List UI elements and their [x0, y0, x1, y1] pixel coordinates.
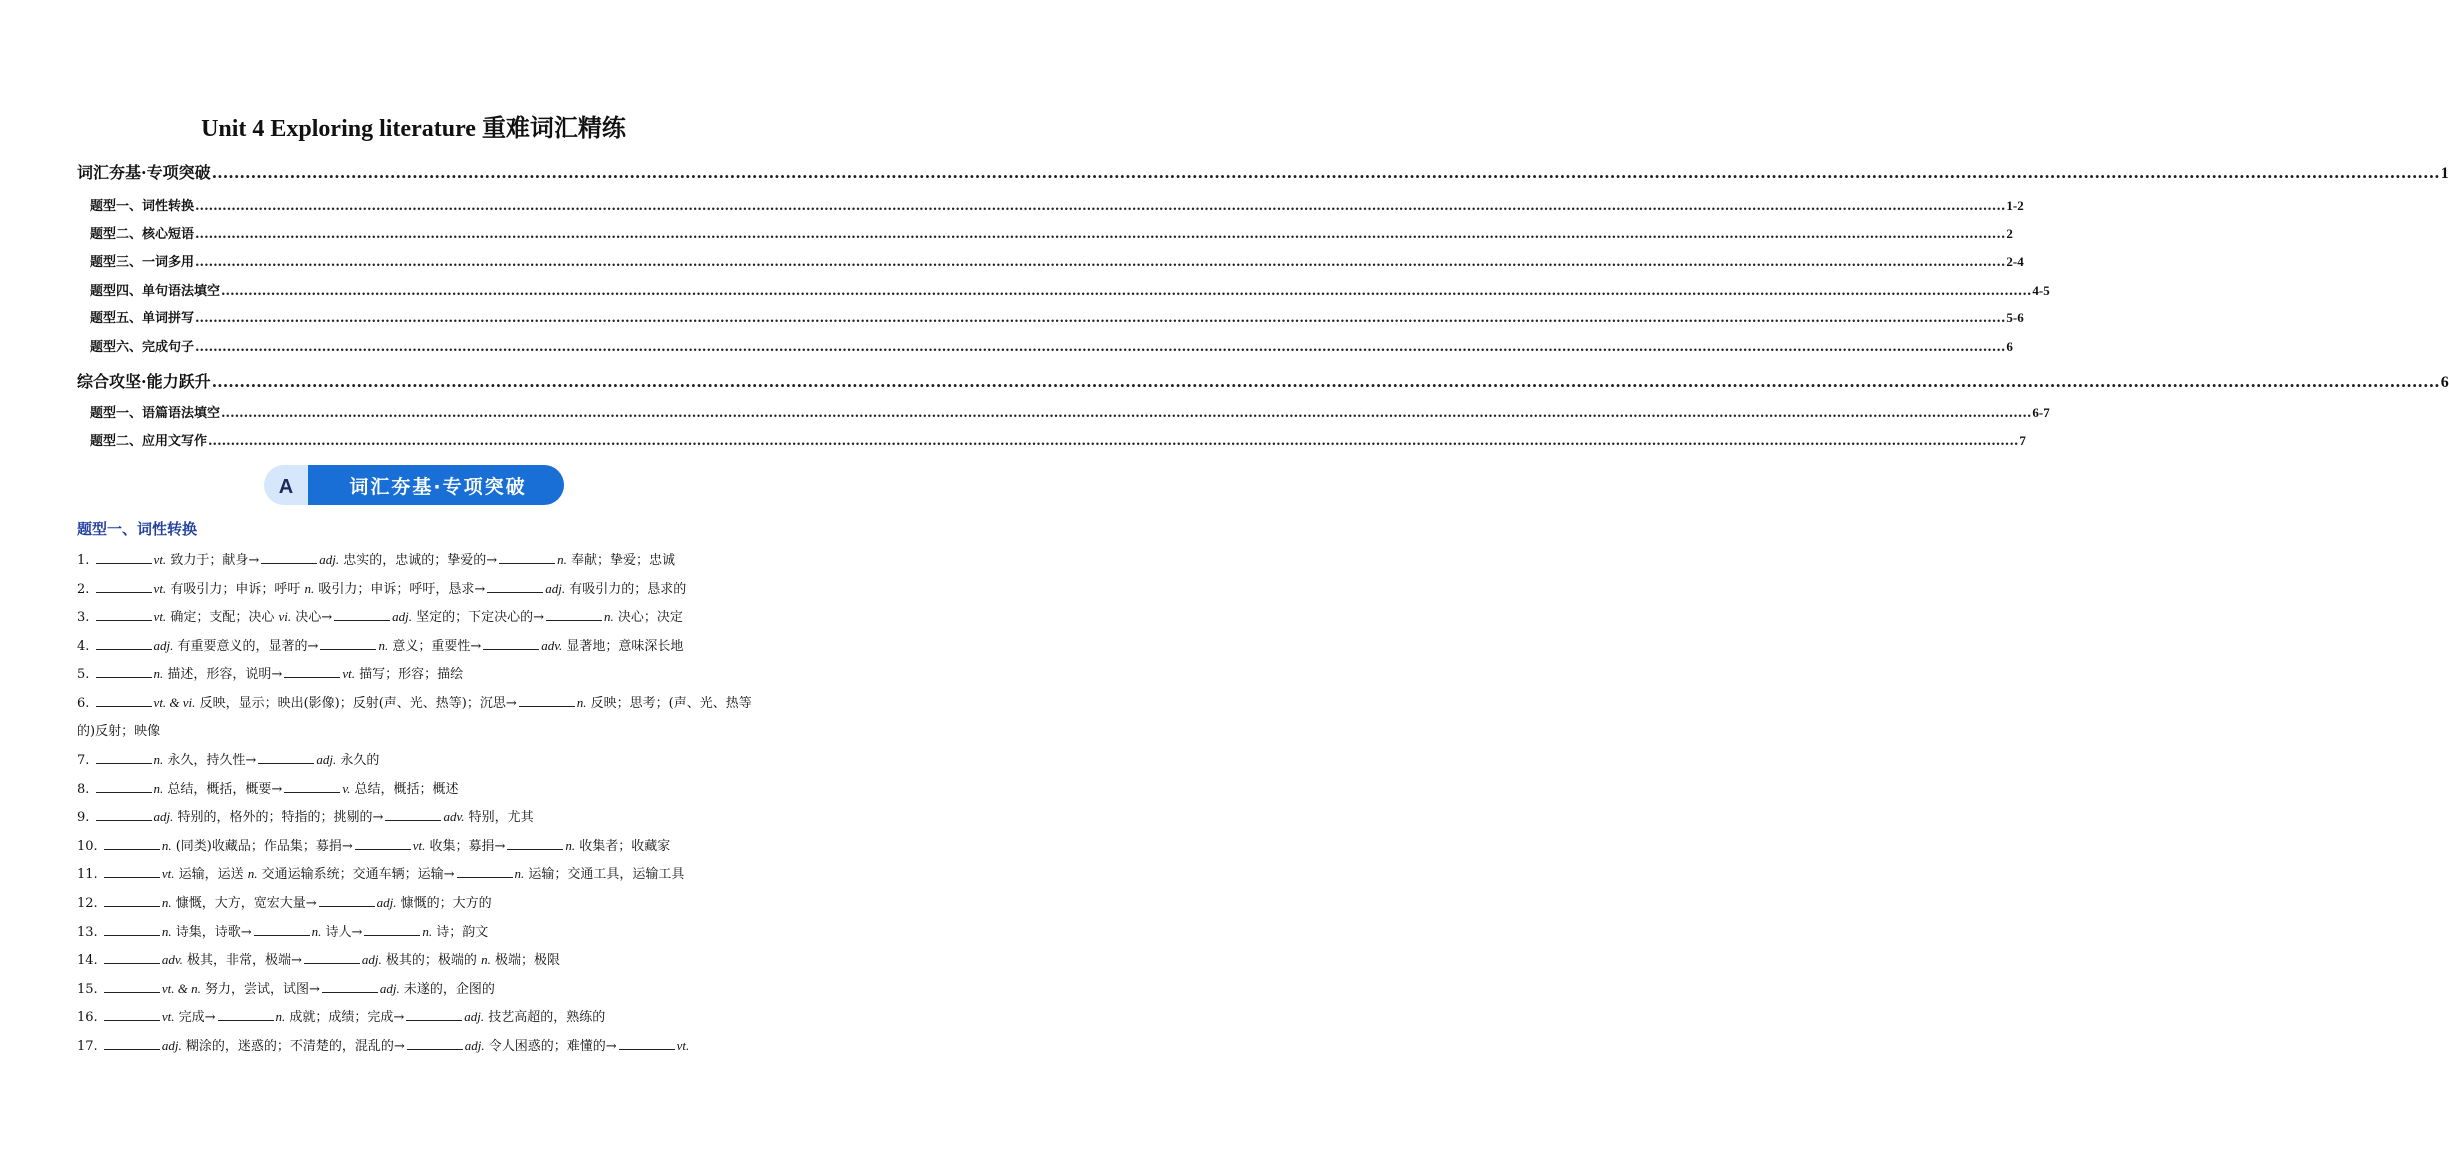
definition-text: 永久，持久性→ [163, 753, 257, 768]
definition-text: 收集者；收藏家 [575, 838, 671, 854]
answer-blank[interactable] [104, 1007, 160, 1021]
definition-text: (同类)收藏品；作品集；募捐→ [171, 838, 353, 854]
definition-text: 诗；韵文 [432, 924, 489, 940]
toc-leader-dots: ................................................................................................................................................................................................................................................................................................................................................................................................................ [195, 199, 2006, 214]
part-of-speech: vt. [161, 1009, 175, 1025]
toc-entry-page: 2-4 [2006, 254, 2024, 269]
part-of-speech: n. [576, 695, 587, 710]
part-of-speech: adj. [376, 895, 397, 910]
part-of-speech: vt. [153, 552, 167, 567]
exercise-item [77, 546, 757, 575]
definition-text: 反映，显示；映出(影像)；反射(声、光、热等)；沉思→ [195, 696, 517, 711]
exercise-item [77, 746, 757, 775]
toc-entry-label: 综合攻坚·能力跃升 [77, 372, 211, 391]
answer-blank[interactable] [407, 1036, 463, 1050]
exercise-item [77, 889, 757, 918]
definition-text: 反映；思考；(声、光、热等的)反射；映像 [77, 696, 752, 739]
definition-text: 显著地；意味深长地 [562, 638, 684, 654]
part-of-speech: adj. [464, 1009, 485, 1025]
part-of-speech: vt. [342, 666, 355, 682]
definition-text: 极其的；极端的 [381, 953, 482, 969]
item-number: 11. [77, 867, 98, 883]
toc-entry-page: 4-5 [2032, 283, 2050, 298]
answer-blank[interactable] [96, 807, 152, 821]
definition-text: 交通运输系统；交通车辆；运输→ [257, 867, 455, 883]
part-of-speech: n. [161, 895, 172, 910]
definition-text: 总结，概括；概述 [350, 781, 459, 797]
definition-text: 忠实的，忠诚的；挚爱的→ [339, 553, 498, 568]
definition-text: 奉献；挚爱；忠诚 [566, 553, 676, 568]
answer-blank[interactable] [487, 579, 543, 593]
definition-text: 有重要意义的，显著的→ [173, 638, 319, 654]
definition-text: 吸引力；申诉；呼吁，恳求→ [314, 581, 486, 597]
toc-entry[interactable] [90, 402, 2050, 421]
part-of-speech: adj. [379, 980, 400, 996]
part-of-speech: vt. [161, 866, 175, 882]
toc-entry-page: 7 [2019, 433, 2026, 448]
toc-entry[interactable] [90, 280, 2050, 299]
definition-text: 特别的，格外的；特指的；挑剔的→ [173, 810, 384, 826]
banner-letter: A [278, 476, 294, 498]
item-number: 14. [77, 953, 98, 969]
toc-entry-label: 题型四、单句语法填空 [90, 284, 221, 299]
part-of-speech: n. [153, 666, 164, 682]
part-of-speech: vt. & n. [161, 980, 201, 996]
definition-text: 特别，尤其 [464, 810, 534, 826]
part-of-speech: adj. [464, 1038, 485, 1053]
toc-leader-dots: ................................................................................................................................................................................................................................................................................................................................................................................................................ [221, 284, 2032, 299]
part-of-speech: adj. [316, 752, 337, 767]
answer-blank[interactable] [284, 664, 340, 678]
toc-entry-page: 6 [2440, 374, 2449, 391]
definition-text: 完成→ [174, 1010, 216, 1026]
toc-entry-label: 题型一、语篇语法填空 [90, 406, 221, 421]
answer-blank[interactable] [96, 550, 152, 564]
answer-blank[interactable] [96, 636, 152, 650]
answer-blank[interactable] [320, 636, 376, 650]
answer-blank[interactable] [96, 750, 152, 764]
definition-text: 有吸引力的；恳求的 [565, 581, 687, 597]
exercise-item [77, 575, 757, 604]
exercise-item [77, 632, 757, 661]
definition-text: 未遂的，企图的 [399, 981, 495, 997]
part-of-speech: n. [311, 923, 322, 939]
definition-text: 慷慨，大方，宽宏大量→ [171, 896, 317, 911]
banner-title: 词汇夯基·专项突破 [349, 476, 527, 498]
answer-blank[interactable] [96, 579, 152, 593]
answer-blank[interactable] [406, 1007, 462, 1021]
section-heading: 题型一、词性转换 [77, 520, 198, 538]
answer-blank[interactable] [104, 864, 160, 878]
toc-entry[interactable] [77, 160, 2449, 183]
definition-text: 描写；形容；描绘 [354, 667, 464, 683]
toc-entry-page: 5-6 [2006, 310, 2024, 325]
answer-blank[interactable] [96, 664, 152, 678]
part-of-speech: adj. [545, 580, 566, 596]
answer-blank[interactable] [355, 836, 411, 850]
part-of-speech: adv. [443, 809, 465, 825]
toc-leader-dots: ................................................................................................................................................................................................................................................................................................................................................................................................................ [195, 227, 2006, 242]
item-number: 15. [77, 981, 98, 997]
part-of-speech: n. [247, 866, 258, 882]
part-of-speech: n. [481, 952, 491, 968]
part-of-speech: v. [342, 780, 351, 796]
item-number: 5. [77, 667, 90, 683]
answer-blank[interactable] [254, 922, 310, 936]
exercise-item [77, 1032, 757, 1061]
toc-entry[interactable] [90, 307, 2024, 326]
answer-blank[interactable] [483, 636, 539, 650]
toc-entry-label: 题型一、词性转换 [90, 199, 195, 214]
answer-blank[interactable] [104, 1036, 160, 1050]
definition-text: 有吸引力；申诉；呼吁 [166, 581, 305, 597]
toc-entry-page: 2 [2006, 226, 2013, 241]
toc-entry[interactable] [77, 369, 2449, 392]
definition-text: 致力于；献身→ [166, 553, 260, 568]
answer-blank[interactable] [284, 779, 340, 793]
exercise-item [77, 975, 757, 1004]
item-number: 7. [77, 753, 90, 768]
toc-leader-dots: ................................................................................................................................................................................................................................................................................................................................................................................................................ [195, 340, 2006, 355]
part-of-speech: adj. [319, 552, 340, 567]
answer-blank[interactable] [507, 836, 563, 850]
item-number: 2. [77, 581, 90, 597]
definition-text: 决心→ [291, 610, 333, 626]
item-number: 4. [77, 638, 90, 654]
item-number: 8. [77, 781, 90, 797]
part-of-speech: n. [514, 866, 525, 882]
part-of-speech: vt. & vi. [153, 695, 196, 710]
toc-entry-label: 题型二、应用文写作 [90, 434, 208, 449]
definition-text: 令人困惑的；难懂的→ [484, 1039, 617, 1054]
toc-entry[interactable] [90, 336, 2013, 355]
definition-text: 诗人→ [321, 924, 363, 940]
part-of-speech: vt. [153, 609, 167, 625]
exercise-item [77, 775, 757, 804]
toc-entry-page: 6-7 [2032, 405, 2050, 420]
definition-text: 运输，运送 [174, 867, 248, 883]
exercise-item [77, 603, 757, 632]
part-of-speech: vt. [676, 1038, 690, 1053]
answer-blank[interactable] [334, 607, 390, 621]
definition-text: 诗集，诗歌→ [171, 924, 252, 940]
definition-text: 技艺高超的，熟练的 [484, 1010, 606, 1026]
exercise-item [77, 832, 757, 861]
part-of-speech: adj. [153, 809, 174, 825]
definition-text: 收集；募捐→ [425, 838, 506, 854]
toc-entry-label: 题型三、一词多用 [90, 255, 195, 270]
answer-blank[interactable] [457, 864, 513, 878]
exercise-item [77, 946, 757, 975]
toc-entry-page: 1-2 [2006, 198, 2024, 213]
item-number: 9. [77, 810, 90, 826]
exercise-item [77, 803, 757, 832]
answer-blank[interactable] [385, 807, 441, 821]
definition-text: 总结，概括，概要→ [163, 781, 283, 797]
document-title: Unit 4 Exploring literature 重难词汇精练 [201, 116, 626, 142]
definition-text: 永久的 [336, 753, 380, 768]
item-number: 6. [77, 696, 90, 711]
toc-entry-label: 题型二、核心短语 [90, 227, 195, 242]
part-of-speech: n. [557, 552, 567, 567]
definition-text: 确定；支配；决心 [166, 610, 279, 626]
answer-blank[interactable] [519, 693, 575, 707]
toc-leader-dots: ................................................................................................................................................................................................................................................................................................................................................................................................................ [195, 311, 2006, 326]
definition-text: 意义；重要性→ [388, 638, 482, 654]
part-of-speech: n. [161, 923, 172, 939]
definition-text: 极其，非常，极端→ [182, 953, 302, 969]
toc-entry[interactable] [90, 195, 2024, 214]
answer-blank[interactable] [546, 607, 602, 621]
answer-blank[interactable] [96, 607, 152, 621]
part-of-speech: adj. [161, 1038, 182, 1053]
item-number: 17. [77, 1039, 98, 1054]
item-number: 1. [77, 553, 90, 568]
part-of-speech: n. [378, 637, 389, 653]
toc-leader-dots: ................................................................................................................................................................................................................................................................................................................................................................................................................ [208, 434, 2019, 449]
part-of-speech: n. [161, 837, 172, 853]
answer-blank[interactable] [96, 693, 152, 707]
item-number: 3. [77, 610, 90, 626]
answer-blank[interactable] [104, 950, 160, 964]
definition-text: 运输；交通工具，运输工具 [524, 867, 685, 883]
toc-leader-dots: ................................................................................................................................................................................................................................................................................................................................................................................................................ [221, 406, 2032, 421]
toc-entry-page: 6 [2006, 339, 2013, 354]
part-of-speech: adv. [161, 952, 183, 968]
exercise-item [77, 860, 757, 889]
answer-blank[interactable] [104, 893, 160, 907]
answer-blank[interactable] [218, 1007, 274, 1021]
toc-entry[interactable] [90, 223, 2013, 242]
definition-text: 糊涂的，迷惑的；不清楚的，混乱的→ [181, 1039, 405, 1054]
part-of-speech: n. [604, 609, 614, 625]
item-number: 13. [77, 924, 98, 940]
toc-leader-dots: ................................................................................................................................................................................................................................................................................................................................................................................................................ [195, 255, 2006, 270]
definition-text: 坚定的；下定决心的→ [412, 610, 545, 626]
definition-text: 描述，形容，说明→ [163, 667, 283, 683]
toc-entry[interactable] [90, 430, 2026, 449]
answer-blank[interactable] [104, 979, 160, 993]
part-of-speech: vt. [153, 580, 167, 596]
answer-blank[interactable] [104, 922, 160, 936]
definition-text: 慷慨的；大方的 [396, 896, 492, 911]
toc-entry-label: 题型五、单词拼写 [90, 311, 195, 326]
item-number: 16. [77, 1010, 98, 1026]
answer-blank[interactable] [104, 836, 160, 850]
part-of-speech: n. [153, 752, 164, 767]
answer-blank[interactable] [258, 750, 314, 764]
part-of-speech: n. [565, 837, 576, 853]
answer-blank[interactable] [96, 779, 152, 793]
part-of-speech: n. [422, 923, 433, 939]
part-of-speech: n. [304, 580, 315, 596]
toc-entry-label: 词汇夯基·专项突破 [77, 163, 211, 182]
part-of-speech: vi. [278, 609, 292, 625]
part-of-speech: n. [275, 1009, 286, 1025]
exercise-item [77, 660, 757, 689]
exercise-item [77, 1003, 757, 1032]
toc-leader-dots: ................................................................................................................................................................................................................................................................................................................................................................................................................ [211, 372, 2440, 391]
answer-blank[interactable] [322, 979, 378, 993]
toc-leader-dots: ................................................................................................................................................................................................................................................................................................................................................................................................................ [211, 163, 2440, 182]
answer-blank[interactable] [319, 893, 375, 907]
item-number: 10. [77, 838, 98, 854]
exercise-item [77, 689, 757, 746]
part-of-speech: adj. [361, 952, 382, 968]
answer-blank[interactable] [364, 922, 420, 936]
exercise-item [77, 918, 757, 947]
answer-blank[interactable] [304, 950, 360, 964]
part-of-speech: adj. [392, 609, 412, 625]
definition-text: 努力，尝试，试图→ [200, 981, 320, 997]
answer-blank[interactable] [261, 550, 317, 564]
answer-blank[interactable] [619, 1036, 675, 1050]
part-of-speech: adv. [541, 637, 563, 653]
toc-entry-page: 1 [2440, 165, 2449, 182]
definition-text: 决心；决定 [613, 610, 683, 626]
answer-blank[interactable] [499, 550, 555, 564]
item-number: 12. [77, 896, 98, 911]
section-banner [262, 463, 566, 507]
definition-text: 极端；极限 [490, 953, 560, 969]
definition-text: 成就；成绩；完成→ [285, 1010, 405, 1026]
part-of-speech: adj. [153, 637, 174, 653]
part-of-speech: vt. [412, 837, 426, 853]
toc-entry[interactable] [90, 251, 2024, 270]
toc-entry-label: 题型六、完成句子 [90, 340, 195, 355]
part-of-speech: n. [153, 780, 164, 796]
